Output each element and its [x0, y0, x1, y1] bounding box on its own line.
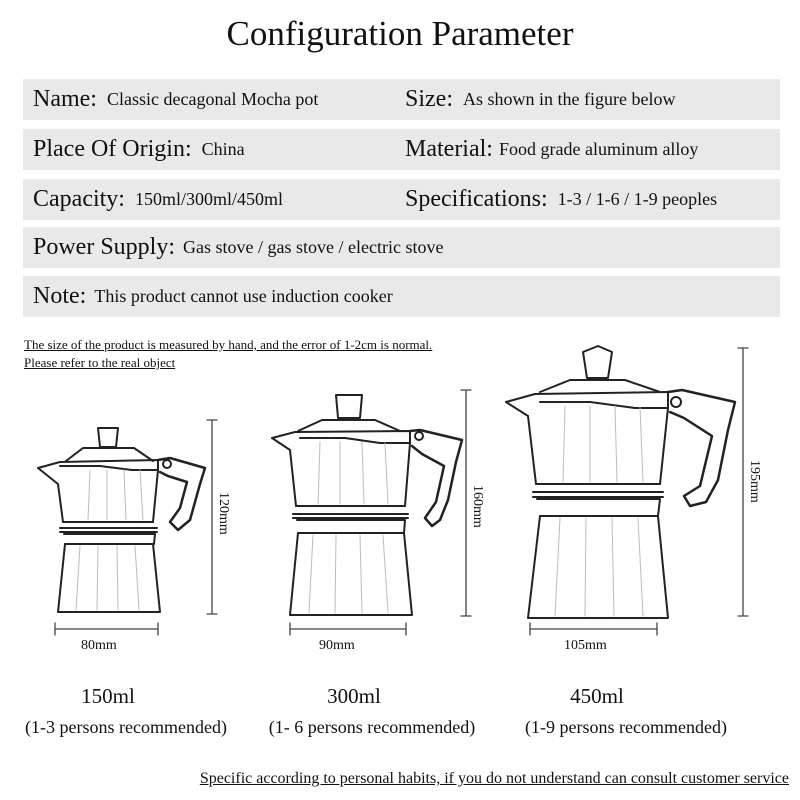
param-value: 1-3 / 1-6 / 1-9 peoples	[557, 189, 718, 209]
param-label: Power Supply:	[33, 234, 176, 260]
param-value: China	[201, 139, 245, 159]
param-label: Material:	[405, 136, 493, 162]
param-label: Specifications:	[405, 186, 548, 212]
pot-1-height-label: 120mm	[216, 492, 231, 535]
param-label: Size:	[405, 86, 453, 112]
param-label: Note:	[33, 283, 87, 309]
param-value: Gas stove / gas stove / electric stove	[183, 237, 444, 257]
param-value: As shown in the figure below	[463, 89, 676, 109]
pot-2-recommendation: (1- 6 persons recommended)	[268, 717, 476, 737]
measurement-notice-2: Please refer to the real object	[24, 355, 176, 370]
pot-1-width-label: 80mm	[81, 638, 117, 653]
pot-2-capacity: 300ml	[327, 684, 381, 708]
mocha-pot-medium-icon	[272, 395, 462, 615]
mocha-pot-large-icon	[506, 346, 735, 618]
measurement-notice: The size of the product is measured by hand, and the error of 1-2cm is normal.	[24, 337, 433, 352]
mocha-pot-small-icon	[38, 428, 205, 612]
param-label: Capacity:	[33, 186, 125, 212]
page-title: Configuration Parameter	[226, 14, 574, 53]
param-value: 150ml/300ml/450ml	[134, 189, 283, 209]
pot-2-width-label: 90mm	[319, 638, 355, 653]
pot-3-width-label: 105mm	[564, 638, 607, 653]
footer-note: Specific according to personal habits, if you do not understand can consult customer service	[199, 770, 789, 787]
param-label: Name:	[33, 86, 97, 112]
param-value: Food grade aluminum alloy	[498, 139, 699, 159]
param-value: Classic decagonal Mocha pot	[106, 89, 319, 109]
pot-3-recommendation: (1-9 persons recommended)	[525, 717, 727, 737]
pot-3-height-label: 195mm	[747, 460, 762, 503]
pot-1-capacity: 150ml	[81, 684, 135, 708]
pot-3-capacity: 450ml	[570, 684, 624, 708]
param-label: Place Of Origin:	[33, 136, 192, 162]
pot-1-recommendation: (1-3 persons recommended)	[25, 717, 227, 737]
pot-2-height-label: 160mm	[470, 485, 485, 528]
param-value: This product cannot use induction cooker	[94, 286, 393, 306]
